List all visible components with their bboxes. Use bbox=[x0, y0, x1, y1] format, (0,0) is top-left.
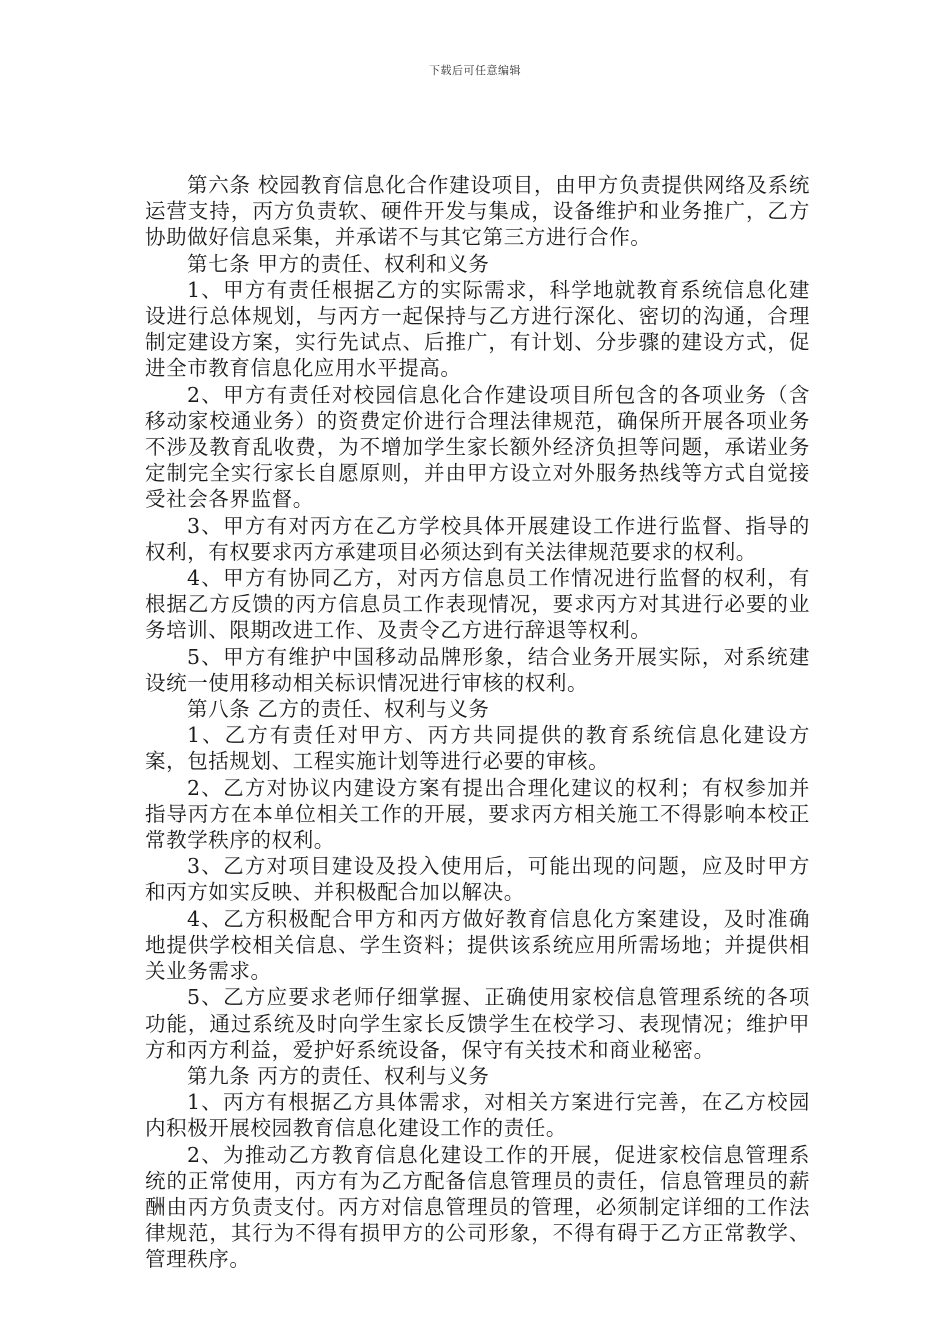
article-9-heading: 第九条 丙方的责任、权利与义务 bbox=[187, 1063, 490, 1088]
article-7-item-3: 3、甲方有对丙方在乙方学校具体开展建设工作进行监督、指导的权利，有权要求丙方承建项目必须达到有关法律规范要求的权利。 bbox=[145, 513, 810, 564]
document-body bbox=[145, 172, 810, 1273]
article-9-item-2: 2、为推动乙方教育信息化建设工作的开展，促进家校信息管理系统的正常使用，丙方有为乙方配备信息管理员的责任，信息管理员的薪酬由丙方负责支付。丙方对信息管理员的管理，必须制定详细的工作法律规范，其行为不得有损甲方的公司形象，不得有碍于乙方正常教学、管理秩序。 bbox=[145, 1142, 810, 1272]
article-8-item-3: 3、乙方对项目建设及投入使用后，可能出现的问题，应及时甲方和丙方如实反映、并积极配合加以解决。 bbox=[145, 854, 810, 905]
article-8-item-1: 1、乙方有责任对甲方、丙方共同提供的教育系统信息化建设方案，包括规划、工程实施计划等进行必要的审核。 bbox=[145, 723, 810, 774]
article-9-item-1: 1、丙方有根据乙方具体需求，对相关方案进行完善，在乙方校园内积极开展校园教育信息化建设工作的责任。 bbox=[145, 1090, 810, 1141]
article-8-heading: 第八条 乙方的责任、权利与义务 bbox=[187, 697, 490, 722]
article-8-item-5: 5、乙方应要求老师仔细掌握、正确使用家校信息管理系统的各项功能，通过系统及时向学生家长反馈学生在校学习、表现情况；维护甲方和丙方利益，爱护好系统设备，保守有关技术和商业秘密。 bbox=[145, 985, 810, 1062]
article-8-item-4: 4、乙方积极配合甲方和丙方做好教育信息化方案建设，及时准确地提供学校相关信息、学生资料；提供该系统应用所需场地；并提供相关业务需求。 bbox=[145, 906, 810, 984]
page-header: 下载后可任意编辑 bbox=[429, 64, 521, 77]
article-7-item-4: 4、甲方有协同乙方，对丙方信息员工作情况进行监督的权利，有根据乙方反馈的丙方信息员工作表现情况，要求丙方对其进行必要的业务培训、限期改进工作、及责令乙方进行辞退等权利。 bbox=[145, 566, 810, 643]
article-7-item-5: 5、甲方有维护中国移动品牌形象，结合业务开展实际，对系统建设统一使用移动相关标识情况进行审核的权利。 bbox=[145, 644, 810, 695]
article-7-heading: 第七条 甲方的责任、权利和义务 bbox=[187, 251, 490, 276]
article-6-paragraph: 第六条 校园教育信息化合作建设项目，由甲方负责提供网络及系统运营支持，丙方负责软、硬件开发与集成，设备维护和业务推广，乙方协助做好信息采集，并承诺不与其它第三方进行合作。 bbox=[145, 173, 810, 250]
article-8-item-2: 2、乙方对协议内建设方案有提出合理化建议的权利；有权参加并指导丙方在本单位相关工作的开展，要求丙方相关施工不得影响本校正常教学秩序的权利。 bbox=[145, 775, 810, 853]
article-7-item-1: 1、甲方有责任根据乙方的实际需求，科学地就教育系统信息化建设进行总体规划，与丙方一起保持与乙方进行深化、密切的沟通，合理制定建设方案，实行先试点、后推广，有计划、分步骤的建设方式，促进全市教育信息化应用水平提高。 bbox=[145, 277, 810, 381]
article-7-item-2: 2、甲方有责任对校园信息化合作建设项目所包含的各项业务（含移动家校通业务）的资费定价进行合理法律规范，确保所开展各项业务不涉及教育乱收费，为不增加学生家长额外经济负担等问题，承诺业务定制完全实行家长自愿原则，并由甲方设立对外服务热线等方式自觉接受社会各界监督。 bbox=[145, 382, 810, 512]
